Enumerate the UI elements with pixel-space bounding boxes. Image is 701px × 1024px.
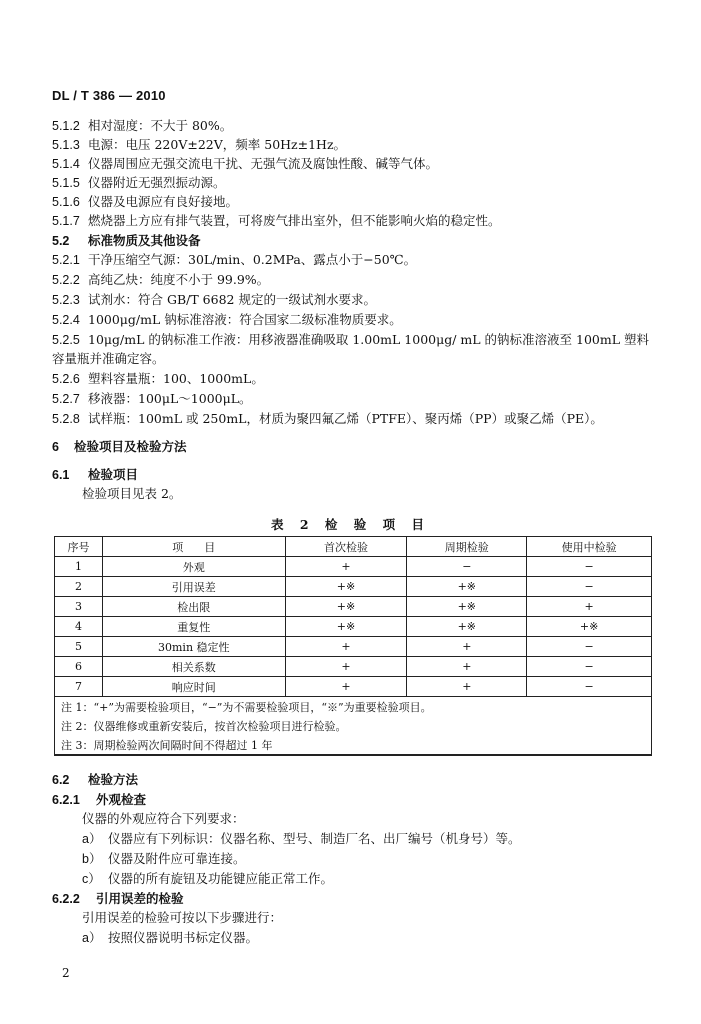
clause-text: 试剂水：符合 GB/T 6682 规定的一级试剂水要求。	[88, 292, 376, 307]
clause-text: 相对湿度：不大于 80%。	[88, 118, 233, 133]
table-cell: 引用误差	[102, 577, 285, 597]
table-row	[55, 597, 652, 617]
table-cell: 1	[55, 557, 103, 577]
clause-5-1-7	[52, 212, 501, 230]
section-number: 5.2	[52, 234, 70, 248]
section-6-2-1-heading	[52, 791, 146, 809]
table-row	[55, 577, 652, 597]
clause-number: 5.2.5	[52, 333, 80, 347]
table-cell: +※	[285, 617, 407, 637]
table-cell: +	[285, 677, 407, 697]
section-number: 6.2	[52, 773, 70, 787]
table-cell: +	[285, 637, 407, 657]
clause-5-2-3	[52, 291, 376, 309]
clause-number: 5.1.2	[52, 119, 80, 133]
table-cell: +※	[527, 617, 652, 637]
paragraph: 引用误差的检验可按以下步骤进行：	[82, 910, 283, 925]
table-cell: +	[407, 657, 527, 677]
clause-5-1-6	[52, 193, 238, 211]
clause-number: 5.1.4	[52, 157, 80, 171]
clause-5-2-2	[52, 271, 269, 289]
clause-text: 10μg/mL 的钠标准工作液：用移液器准确吸取 1.00mL 1000μg/ mL 的钠标准溶液至 100mL 塑料	[88, 332, 650, 347]
clause-5-2-7	[52, 390, 252, 408]
list-item-a	[82, 830, 521, 848]
clause-text: 移液器：100μL～1000μL。	[88, 391, 252, 406]
clause-5-2-8	[52, 410, 603, 428]
column-header: 首次检验	[285, 537, 407, 557]
inspection-items-table	[54, 536, 652, 756]
paragraph: 仪器的外观应符合下列要求：	[82, 811, 245, 826]
clause-5-2-5-continued	[52, 350, 165, 367]
table-cell: 3	[55, 597, 103, 617]
section-6-2-2-heading	[52, 890, 184, 908]
list-text: 仪器及附件应可靠连接。	[108, 851, 246, 866]
clause-5-2-6	[52, 370, 264, 388]
clause-text: 试样瓶：100mL 或 250mL，材质为聚四氟乙烯（PTFE）、聚丙烯（PP）或聚乙烯（PE）。	[88, 411, 603, 426]
section-number: 6.2.1	[52, 793, 80, 807]
clause-number: 5.1.3	[52, 138, 80, 152]
table-cell: +※	[407, 617, 527, 637]
clause-5-1-2	[52, 117, 232, 135]
table-row	[55, 617, 652, 637]
list-item-a	[82, 929, 258, 947]
clause-number: 5.2.7	[52, 392, 80, 406]
table-cell: +	[285, 657, 407, 677]
section-6-heading	[52, 438, 187, 456]
table-cell: 检出限	[102, 597, 285, 617]
clause-text: 容量瓶并准确定容。	[52, 351, 165, 366]
table-cell: −	[527, 657, 652, 677]
page-number: 2	[62, 966, 70, 980]
table-cell: 相关系数	[102, 657, 285, 677]
list-text: 仪器的所有旋钮及功能键应能正常工作。	[108, 871, 334, 886]
clause-text: 燃烧器上方应有排气装置，可将废气排出室外，但不能影响火焰的稳定性。	[88, 213, 501, 228]
clause-number: 5.2.2	[52, 273, 80, 287]
table-cell: +※	[285, 597, 407, 617]
section-number: 6.1	[52, 468, 70, 482]
section-5-2-heading	[52, 232, 201, 250]
list-item-b	[82, 850, 246, 868]
document-header: DL / T 386 — 2010	[52, 88, 166, 103]
table-cell: +	[527, 597, 652, 617]
list-marker: a）	[82, 832, 102, 846]
table-cell: 6	[55, 657, 103, 677]
section-title: 检验项目及检验方法	[74, 439, 187, 454]
table-cell: +	[285, 557, 407, 577]
clause-number: 5.2.4	[52, 313, 80, 327]
section-title: 引用误差的检验	[96, 891, 184, 906]
section-title: 标准物质及其他设备	[88, 233, 201, 248]
list-item-c	[82, 870, 333, 888]
column-header: 使用中检验	[527, 537, 652, 557]
table-note: 注 1：“+”为需要检验项目，“−”为不需要检验项目，“※”为重要检验项目。	[55, 697, 652, 717]
table-cell: −	[527, 577, 652, 597]
clause-number: 5.1.6	[52, 195, 80, 209]
clause-5-2-5	[52, 331, 649, 349]
table-note: 注 3：周期检验两次间隔时间不得超过 1 年	[55, 735, 652, 755]
table-cell: +※	[285, 577, 407, 597]
clause-5-1-5	[52, 174, 226, 192]
table-cell: −	[407, 557, 527, 577]
table-cell: +	[407, 677, 527, 697]
clause-text: 高纯乙炔：纯度不小于 99.9%。	[88, 272, 270, 287]
section-6-2-heading	[52, 771, 138, 789]
table-cell: 2	[55, 577, 103, 597]
section-title: 外观检查	[96, 792, 147, 807]
section-number: 6.2.2	[52, 892, 80, 906]
clause-number: 5.2.6	[52, 372, 80, 386]
column-header: 项 目	[102, 537, 285, 557]
clause-number: 5.1.7	[52, 214, 80, 228]
clause-text: 电源：电压 220V±22V，频率 50Hz±1Hz。	[88, 137, 347, 152]
table-cell: 5	[55, 637, 103, 657]
table-cell: +※	[407, 577, 527, 597]
table-cell: −	[527, 557, 652, 577]
table-header-row	[55, 537, 652, 557]
clause-5-1-3	[52, 136, 346, 154]
section-6-1-heading	[52, 466, 138, 484]
table-note: 注 2：仪器维修或重新安装后，按首次检验项目进行检验。	[55, 716, 652, 735]
table-row	[55, 637, 652, 657]
clause-number: 5.1.5	[52, 176, 80, 190]
clause-text: 1000μg/mL 钠标准溶液：符合国家二级标准物质要求。	[88, 312, 402, 327]
clause-5-1-4	[52, 155, 438, 173]
section-number: 6	[52, 440, 59, 454]
table-caption: 表 2 检 验 项 目	[271, 517, 430, 532]
clause-5-2-4	[52, 311, 402, 329]
table-row	[55, 677, 652, 697]
table-cell: 30min 稳定性	[102, 637, 285, 657]
clause-text: 干净压缩空气源：30L/min、0.2MPa、露点小于−50℃。	[88, 252, 417, 267]
clause-number: 5.2.1	[52, 253, 80, 267]
clause-number: 5.2.8	[52, 412, 80, 426]
clause-text: 仪器附近无强烈振动源。	[88, 175, 226, 190]
table-row	[55, 657, 652, 677]
table-row	[55, 557, 652, 577]
clause-number: 5.2.3	[52, 293, 80, 307]
table-cell: +※	[407, 597, 527, 617]
table-note-row	[55, 735, 652, 755]
clause-text: 仪器及电源应有良好接地。	[88, 194, 239, 209]
table-cell: 响应时间	[102, 677, 285, 697]
table-note-row	[55, 697, 652, 717]
table-cell: 外观	[102, 557, 285, 577]
clause-5-2-1	[52, 251, 416, 269]
column-header: 序号	[55, 537, 103, 557]
table-cell: 7	[55, 677, 103, 697]
clause-text: 仪器周围应无强交流电干扰、无强气流及腐蚀性酸、碱等气体。	[88, 156, 439, 171]
table-cell: −	[527, 677, 652, 697]
table-cell: 重复性	[102, 617, 285, 637]
section-title: 检验项目	[88, 467, 139, 482]
column-header: 周期检验	[407, 537, 527, 557]
table-cell: 4	[55, 617, 103, 637]
table-note-row	[55, 716, 652, 735]
section-title: 检验方法	[88, 772, 139, 787]
clause-text: 塑料容量瓶：100、1000mL。	[88, 371, 264, 386]
list-text: 仪器应有下列标识：仪器名称、型号、制造厂名、出厂编号（机身号）等。	[108, 831, 521, 846]
table-cell: +	[407, 637, 527, 657]
table-cell: −	[527, 637, 652, 657]
list-marker: c）	[82, 872, 101, 886]
paragraph: 检验项目见表 2。	[82, 486, 182, 501]
list-marker: b）	[82, 852, 102, 866]
list-text: 按照仪器说明书标定仪器。	[108, 930, 259, 945]
list-marker: a）	[82, 931, 102, 945]
